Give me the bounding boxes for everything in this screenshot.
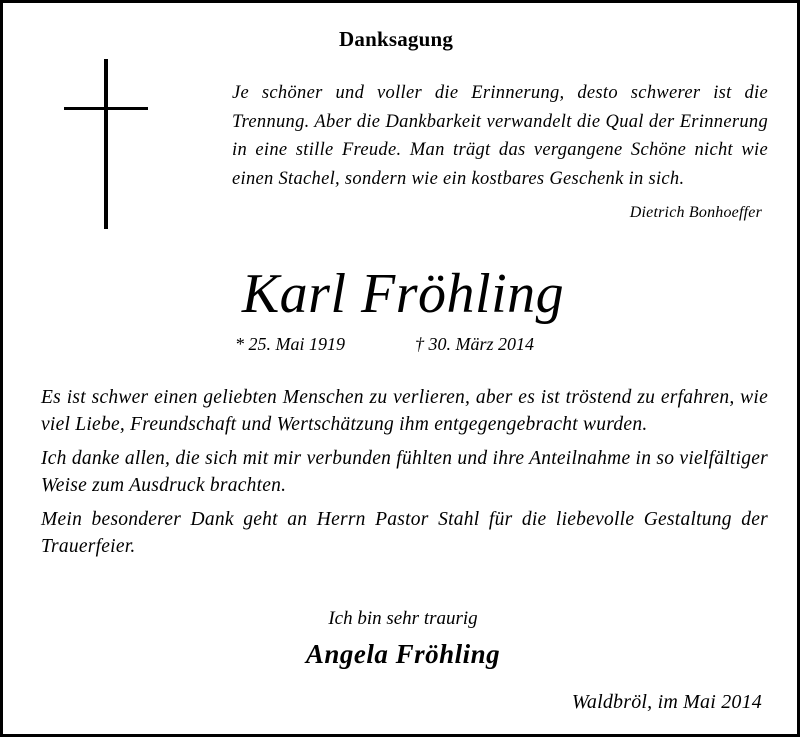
thanks-text [41,385,768,568]
closing-line: Ich bin sehr traurig [328,608,478,629]
cross-horizontal-bar [64,107,148,110]
notice-heading: Danksagung [339,27,454,51]
thanks-paragraph: Es ist schwer einen geliebten Menschen zu verlieren, aber es ist tröstend zu erfahren, wie viel Liebe, Freundschaft und Wertschätzung ihm entgegengebracht wurden. [41,387,768,435]
place-date: Waldbröl, im Mai 2014 [571,691,762,713]
thanks-paragraph: Mein besonderer Dank geht an Herrn Pastor Stahl für die liebevolle Gestaltung der Trauerfeier. [41,509,768,557]
quote-author: Dietrich Bonhoeffer [629,204,762,221]
thanks-paragraph: Ich danke allen, die sich mit mir verbunden fühlten und ihre Anteilnahme in so vielfältiger Weise zum Ausdruck brachten. [41,448,768,496]
deceased-name: Karl Fröhling [241,263,565,325]
cross-vertical-bar [104,59,108,229]
signature-name: Angela Fröhling [305,639,501,669]
death-date: † 30. März 2014 [415,334,535,354]
birth-date: * 25. Mai 1919 [235,334,345,354]
life-dates [235,334,534,355]
quote-text: Je schöner und voller die Erinnerung, desto schwerer ist die Trennung. Aber die Dankbarkeit verwandelt die Qual der Erinnerung in eine stille Freude. Man trägt das vergangene Schöne nicht wie einen Stachel, sondern wie ein kostbares Geschenk in sich. [232,83,768,189]
